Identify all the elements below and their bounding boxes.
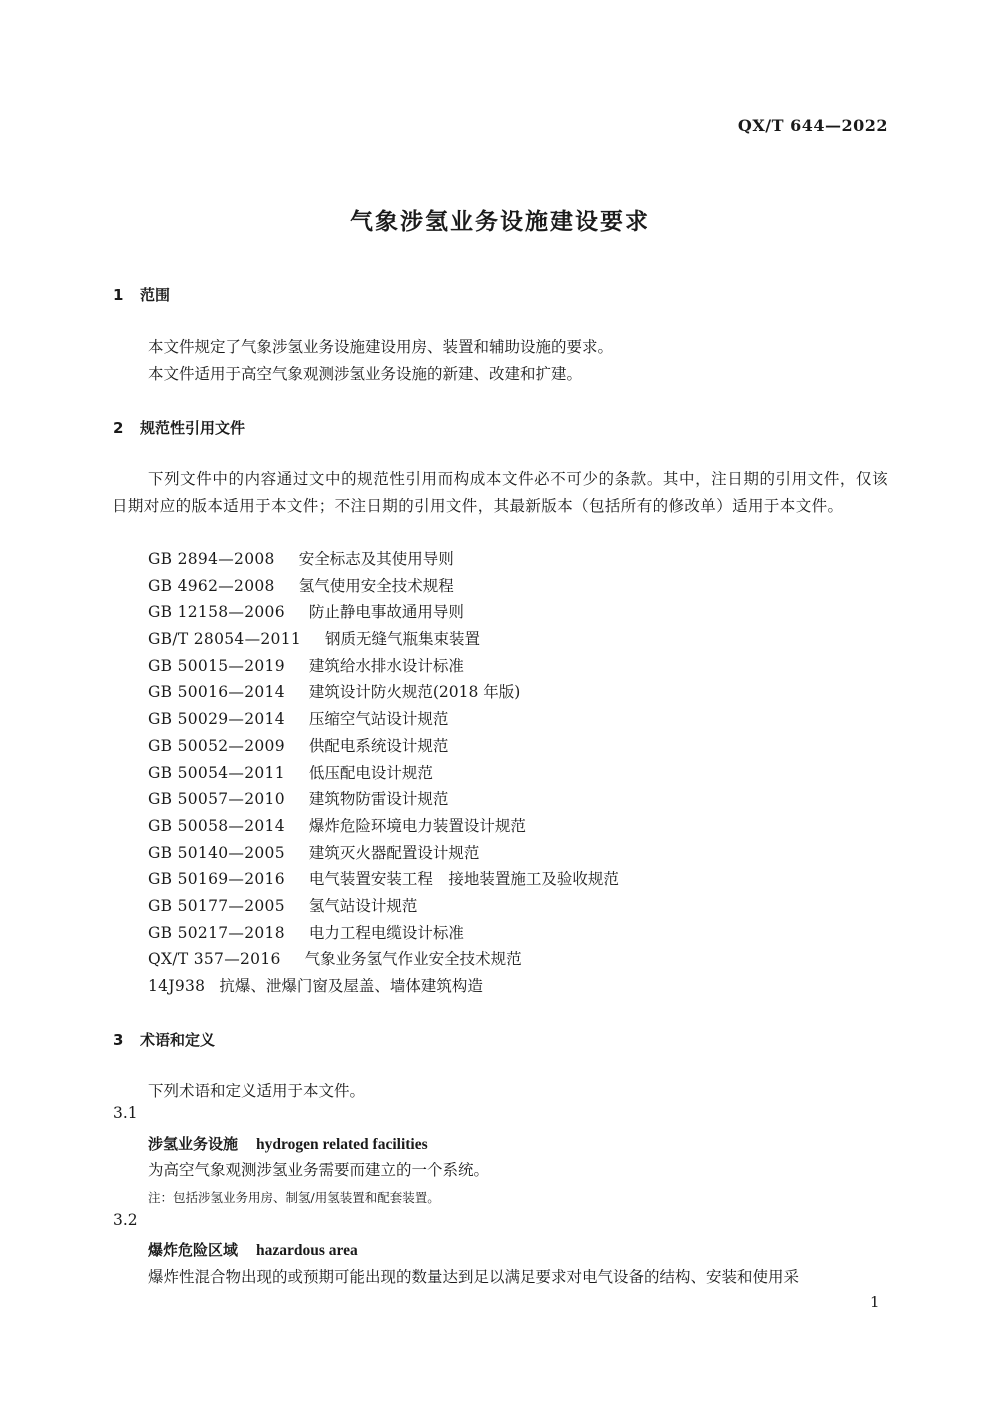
scope-paragraph-1: 本文件规定了气象涉氢业务设施建设用房、装置和辅助设施的要求。: [148, 338, 614, 356]
reference-list: [148, 546, 619, 1000]
reference-item: GB 50015—2019 建筑给水排水设计标准: [148, 656, 464, 675]
reference-item: GB 50052—2009 供配电系统设计规范: [148, 736, 449, 755]
reference-item: GB 4962—2008 氢气使用安全技术规程: [148, 576, 454, 595]
term-heading: [148, 1133, 428, 1154]
term-number: 3.2: [113, 1211, 138, 1229]
reference-item: GB 50029—2014 压缩空气站设计规范: [148, 710, 449, 729]
terms-intro: 下列术语和定义适用于本文件。: [148, 1082, 366, 1100]
reference-item: GB 50058—2014 爆炸危险环境电力装置设计规范: [148, 816, 526, 835]
term-chinese: 爆炸危险区域: [148, 1241, 239, 1259]
section-title: 规范性引用文件: [140, 419, 246, 437]
section-title: 范围: [140, 286, 171, 304]
term-note: 注：包括涉氢业务用房、制氢/用氢装置和配套装置。: [148, 1190, 440, 1205]
section-number: 2: [113, 419, 124, 437]
section-title: 术语和定义: [140, 1031, 216, 1049]
term-chinese: 涉氢业务设施: [148, 1135, 239, 1153]
reference-item: GB 50217—2018 电力工程电缆设计标准: [148, 923, 464, 942]
reference-item: GB 50140—2005 建筑灭火器配置设计规范: [148, 843, 480, 862]
page-number: 1: [870, 1293, 880, 1311]
term-definition: 爆炸性混合物出现的或预期可能出现的数量达到足以满足要求对电气设备的结构、安装和使用采: [148, 1268, 800, 1286]
section-number: 3: [113, 1031, 124, 1049]
term-definition: 为高空气象观测涉氢业务需要而建立的一个系统。: [148, 1161, 490, 1179]
document-number: QX/T 644—2022: [737, 116, 888, 135]
section-1-heading: [113, 284, 170, 305]
references-intro: 下列文件中的内容通过文中的规范性引用而构成本文件必不可少的条款。其中，注日期的引用文件，仅该日期对应的版本适用于本文件；不注日期的引用文件，其最新版本（包括所有的修改单）适用于本文件。: [112, 470, 888, 515]
section-3-heading: [113, 1029, 215, 1050]
reference-item: 14J938 抗爆、泄爆门窗及屋盖、墙体建筑构造: [148, 977, 483, 995]
scope-paragraph-2: 本文件适用于高空气象观测涉氢业务设施的新建、改建和扩建。: [148, 365, 583, 383]
reference-item: GB 12158—2006 防止静电事故通用导则: [148, 603, 464, 622]
reference-item: GB 2894—2008 安全标志及其使用导则: [148, 550, 454, 568]
section-2-heading: [113, 417, 245, 438]
term-english: hazardous area: [256, 1242, 358, 1259]
term-heading: [148, 1239, 358, 1260]
reference-item: GB 50177—2005 氢气站设计规范: [148, 896, 418, 915]
term-number: 3.1: [113, 1104, 138, 1122]
reference-item: GB 50169—2016 电气装置安装工程 接地装置施工及验收规范: [148, 870, 619, 889]
reference-item: GB/T 28054—2011 钢质无缝气瓶集束装置: [148, 630, 481, 649]
term-english: hydrogen related facilities: [256, 1136, 428, 1153]
reference-item: GB 50016—2014 建筑设计防火规范(2018 年版): [148, 683, 521, 702]
section-number: 1: [113, 286, 124, 304]
reference-item: GB 50054—2011 低压配电设计规范: [148, 763, 433, 782]
reference-item: GB 50057—2010 建筑物防雷设计规范: [148, 790, 449, 809]
document-title: 气象涉氢业务设施建设要求: [350, 209, 650, 235]
reference-item: QX/T 357—2016 气象业务氢气作业安全技术规范: [148, 950, 522, 969]
